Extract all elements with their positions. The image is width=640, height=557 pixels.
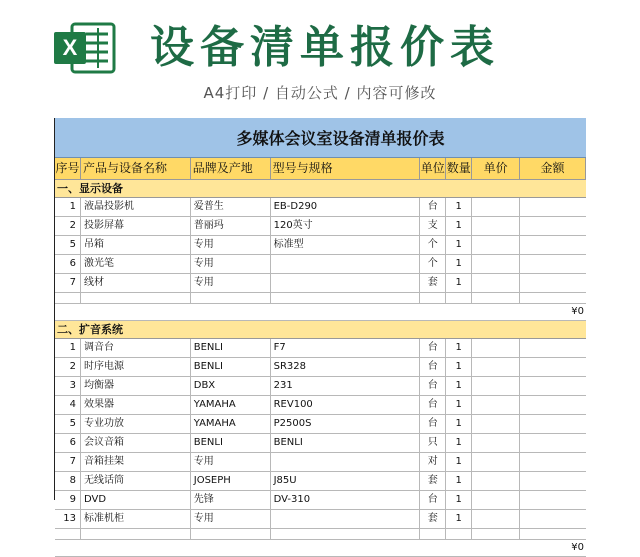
cell-name[interactable]: 投影屏幕 <box>81 217 191 235</box>
cell-no[interactable]: 2 <box>55 358 81 376</box>
cell-unit[interactable]: 台 <box>420 491 446 509</box>
col-header-price: 单价 <box>472 158 520 179</box>
cell-no[interactable]: 6 <box>55 255 81 273</box>
cell-qty[interactable]: 1 <box>446 434 472 452</box>
cell-no[interactable]: 7 <box>55 274 81 292</box>
cell-price[interactable] <box>472 472 520 490</box>
blank-cell[interactable] <box>271 529 421 539</box>
cell-unit[interactable]: 台 <box>420 358 446 376</box>
cell-name[interactable]: DVD <box>81 491 191 509</box>
cell-amount[interactable] <box>520 236 586 254</box>
table-row <box>55 434 586 453</box>
blank-cell[interactable] <box>81 529 191 539</box>
cell-name[interactable]: 标准机柜 <box>81 510 191 528</box>
blank-cell[interactable] <box>55 529 81 539</box>
blank-cell[interactable] <box>446 293 472 303</box>
excel-logo-icon <box>52 20 116 76</box>
cell-unit[interactable]: 只 <box>420 434 446 452</box>
cell-unit[interactable]: 台 <box>420 198 446 216</box>
blank-cell[interactable] <box>420 293 446 303</box>
cell-unit[interactable]: 个 <box>420 236 446 254</box>
cell-no[interactable]: 4 <box>55 396 81 414</box>
cell-amount[interactable] <box>520 377 586 395</box>
cell-amount[interactable] <box>520 339 586 357</box>
cell-brand[interactable]: 先锋 <box>191 491 271 509</box>
cell-no[interactable]: 6 <box>55 434 81 452</box>
cell-qty[interactable]: 1 <box>446 339 472 357</box>
cell-price[interactable] <box>472 236 520 254</box>
cell-brand[interactable]: BENLI <box>191 339 271 357</box>
cell-unit[interactable]: 台 <box>420 339 446 357</box>
cell-amount[interactable] <box>520 415 586 433</box>
cell-no[interactable]: 5 <box>55 236 81 254</box>
cell-brand[interactable]: YAMAHA <box>191 415 271 433</box>
cell-qty[interactable]: 1 <box>446 377 472 395</box>
cell-unit[interactable]: 套 <box>420 274 446 292</box>
cell-name[interactable]: 无线话筒 <box>81 472 191 490</box>
cell-amount[interactable] <box>520 510 586 528</box>
cell-name[interactable]: 液晶投影机 <box>81 198 191 216</box>
cell-name[interactable]: 时序电源 <box>81 358 191 376</box>
cell-model[interactable]: SR328 <box>271 358 421 376</box>
cell-qty[interactable]: 1 <box>446 236 472 254</box>
cell-name[interactable]: 调音台 <box>81 339 191 357</box>
cell-model[interactable]: BENLI <box>271 434 421 452</box>
col-header-no: 序号 <box>55 158 81 179</box>
cell-name[interactable]: 吊箱 <box>81 236 191 254</box>
blank-row <box>55 529 586 540</box>
section-header-row <box>55 321 586 339</box>
cell-name[interactable]: 专业功放 <box>81 415 191 433</box>
cell-model[interactable]: P2500S <box>271 415 421 433</box>
cell-brand[interactable]: 专用 <box>191 453 271 471</box>
table-row <box>55 491 586 510</box>
cell-unit[interactable]: 对 <box>420 453 446 471</box>
cell-no[interactable]: 2 <box>55 217 81 235</box>
cell-qty[interactable]: 1 <box>446 472 472 490</box>
page-header <box>0 0 640 118</box>
blank-row <box>55 293 586 304</box>
blank-cell[interactable] <box>271 293 421 303</box>
cell-no[interactable]: 1 <box>55 198 81 216</box>
section-label: 二、扩音系统 <box>57 323 123 336</box>
cell-name[interactable]: 会议音箱 <box>81 434 191 452</box>
cell-name[interactable]: 音箱挂架 <box>81 453 191 471</box>
cell-amount[interactable] <box>520 255 586 273</box>
cell-qty[interactable]: 1 <box>446 415 472 433</box>
table-row <box>55 472 586 491</box>
cell-brand[interactable]: YAMAHA <box>191 396 271 414</box>
cell-price[interactable] <box>472 434 520 452</box>
cell-brand[interactable]: 专用 <box>191 236 271 254</box>
cell-model[interactable]: J85U <box>271 472 421 490</box>
cell-unit[interactable]: 套 <box>420 472 446 490</box>
col-header-amount: 金额 <box>520 158 586 179</box>
cell-qty[interactable]: 1 <box>446 198 472 216</box>
cell-qty[interactable]: 1 <box>446 358 472 376</box>
cell-unit[interactable]: 台 <box>420 415 446 433</box>
cell-amount[interactable] <box>520 274 586 292</box>
cell-price[interactable] <box>472 339 520 357</box>
cell-qty[interactable]: 1 <box>446 217 472 235</box>
cell-name[interactable]: 激光笔 <box>81 255 191 273</box>
cell-qty[interactable]: 1 <box>446 453 472 471</box>
column-header-row <box>55 158 586 180</box>
cell-qty[interactable]: 1 <box>446 396 472 414</box>
table-row <box>55 255 586 274</box>
cell-brand[interactable]: BENLI <box>191 358 271 376</box>
subtotal-row <box>55 304 586 321</box>
cell-unit[interactable]: 台 <box>420 377 446 395</box>
cell-name[interactable]: 效果器 <box>81 396 191 414</box>
blank-cell[interactable] <box>191 529 271 539</box>
cell-brand[interactable]: 专用 <box>191 510 271 528</box>
cell-no[interactable]: 1 <box>55 339 81 357</box>
table-row <box>55 274 586 293</box>
blank-cell[interactable] <box>472 529 520 539</box>
col-header-unit: 单位 <box>420 158 446 179</box>
cell-model[interactable] <box>271 255 421 273</box>
cell-unit[interactable]: 套 <box>420 510 446 528</box>
table-row <box>55 415 586 434</box>
cell-qty[interactable]: 1 <box>446 274 472 292</box>
cell-price[interactable] <box>472 415 520 433</box>
col-header-qty: 数量 <box>446 158 472 179</box>
blank-cell[interactable] <box>420 529 446 539</box>
cell-model[interactable]: 231 <box>271 377 421 395</box>
cell-name[interactable]: 均衡器 <box>81 377 191 395</box>
cell-model[interactable] <box>271 453 421 471</box>
cell-amount[interactable] <box>520 434 586 452</box>
col-header-name: 产品与设备名称 <box>81 158 191 179</box>
cell-model[interactable]: F7 <box>271 339 421 357</box>
cell-model[interactable]: 120英寸 <box>271 217 421 235</box>
blank-cell[interactable] <box>81 293 191 303</box>
table-row <box>55 377 586 396</box>
cell-price[interactable] <box>472 358 520 376</box>
cell-qty[interactable]: 1 <box>446 491 472 509</box>
section-header-row <box>55 180 586 198</box>
cell-amount[interactable] <box>520 217 586 235</box>
table-row <box>55 217 586 236</box>
blank-cell[interactable] <box>446 529 472 539</box>
cell-no[interactable]: 8 <box>55 472 81 490</box>
subtotal-value: ¥0 <box>571 306 584 317</box>
subtotal-row <box>55 540 586 557</box>
cell-amount[interactable] <box>520 358 586 376</box>
cell-amount[interactable] <box>520 396 586 414</box>
cell-price[interactable] <box>472 491 520 509</box>
cell-price[interactable] <box>472 217 520 235</box>
blank-cell[interactable] <box>520 293 586 303</box>
table-row <box>55 358 586 377</box>
cell-model[interactable]: DV-310 <box>271 491 421 509</box>
cell-model[interactable]: REV100 <box>271 396 421 414</box>
cell-amount[interactable] <box>520 198 586 216</box>
cell-name[interactable]: 线材 <box>81 274 191 292</box>
cell-amount[interactable] <box>520 491 586 509</box>
cell-model[interactable]: EB-D290 <box>271 198 421 216</box>
cell-amount[interactable] <box>520 472 586 490</box>
page-title: 设备清单报价表 <box>150 22 500 73</box>
table-row <box>55 236 586 255</box>
cell-no[interactable]: 3 <box>55 377 81 395</box>
spreadsheet <box>54 118 586 553</box>
col-header-brand: 品牌及产地 <box>191 158 271 179</box>
col-header-model: 型号与规格 <box>271 158 421 179</box>
cell-no[interactable]: 5 <box>55 415 81 433</box>
cell-price[interactable] <box>472 274 520 292</box>
subtotal-value: ¥0 <box>571 542 584 553</box>
cell-price[interactable] <box>472 377 520 395</box>
cell-unit[interactable]: 支 <box>420 217 446 235</box>
cell-price[interactable] <box>472 255 520 273</box>
cell-qty[interactable]: 1 <box>446 510 472 528</box>
table-row <box>55 396 586 415</box>
cell-brand[interactable]: BENLI <box>191 434 271 452</box>
blank-cell[interactable] <box>520 529 586 539</box>
cell-model[interactable] <box>271 510 421 528</box>
blank-cell[interactable] <box>191 293 271 303</box>
cell-no[interactable]: 7 <box>55 453 81 471</box>
cell-model[interactable]: 标准型 <box>271 236 421 254</box>
cell-price[interactable] <box>472 396 520 414</box>
blank-cell[interactable] <box>472 293 520 303</box>
cell-price[interactable] <box>472 510 520 528</box>
cell-brand[interactable]: DBX <box>191 377 271 395</box>
table-row <box>55 339 586 358</box>
cell-no[interactable]: 13 <box>55 510 81 528</box>
table-row <box>55 510 586 529</box>
cell-no[interactable]: 9 <box>55 491 81 509</box>
cell-price[interactable] <box>472 453 520 471</box>
cell-unit[interactable]: 台 <box>420 396 446 414</box>
cell-brand[interactable]: 专用 <box>191 274 271 292</box>
table-row <box>55 453 586 472</box>
page-subtitle: A4打印 / 自动公式 / 内容可修改 <box>203 84 437 102</box>
cell-unit[interactable]: 个 <box>420 255 446 273</box>
cell-brand[interactable]: 专用 <box>191 255 271 273</box>
table-body <box>55 180 586 557</box>
cell-qty[interactable]: 1 <box>446 255 472 273</box>
cell-brand[interactable]: 普丽玛 <box>191 217 271 235</box>
section-label: 一、显示设备 <box>57 182 123 195</box>
cell-model[interactable] <box>271 274 421 292</box>
sheet-title: 多媒体会议室设备清单报价表 <box>55 118 586 158</box>
logo-letter: X <box>62 35 78 60</box>
cell-brand[interactable]: JOSEPH <box>191 472 271 490</box>
table-row <box>55 198 586 217</box>
cell-brand[interactable]: 爱普生 <box>191 198 271 216</box>
cell-amount[interactable] <box>520 453 586 471</box>
cell-price[interactable] <box>472 198 520 216</box>
blank-cell[interactable] <box>55 293 81 303</box>
